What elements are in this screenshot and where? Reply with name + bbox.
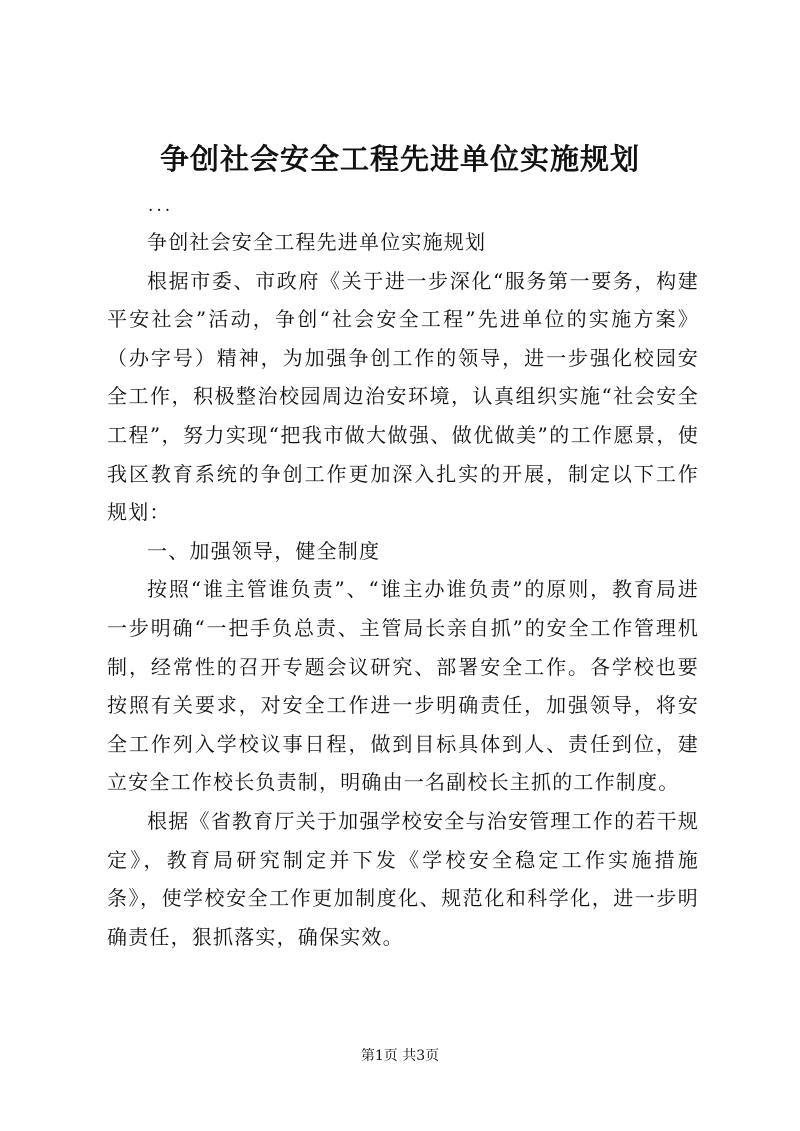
section-heading: 一、加强领导，健全制度 (147, 538, 381, 563)
paragraph-section-2: 根据《省教育厅关于加强学校安全与治安管理工作的若干规定》，教育局研究制定并下发《学校安全稳定工作实施措施条》，使学校安全工作更加制度化、规范化和科学化，进一步明确责任，狠抓落实，确保实效。 (107, 808, 699, 949)
ellipsis-marker: ... (148, 196, 174, 216)
paragraph-section-1: 按照“谁主管谁负责”、“谁主办谁负责”的原则，教育局进一步明确“一把手负总责、主管局长亲自抓”的安全工作管理机制，经常性的召开专题会议研究、部署安全工作。各学校也要按照有关要求，对安全工作进一步明确责任，加强领导，将安全工作列入学校议事日程，做到目标具体到人、责任到位，建立安全工作校长负责制，明确由一名副校长主抓的工作制度。 (107, 577, 699, 795)
paragraph-subtitle: 争创社会安全工程先进单位实施规划 (147, 230, 487, 254)
document-body (107, 223, 699, 956)
page-footer: 第1页 共3页 (360, 1048, 440, 1064)
document-title: 争创社会安全工程先进单位实施规划 (159, 142, 640, 176)
paragraph-intro: 根据市委、市政府《关于进一步深化“服务第一要务，构建平安社会”活动，争创“社会安全工程”先进单位的实施方案》（办字号）精神，为加强争创工作的领导，进一步强化校园安全工作，积极整治校园周边治安环境，认真组织实施“社会安全工程”，努力实现“把我市做大做强、做优做美”的工作愿景，使我区教育系统的争创工作更加深入扎实的开展，制定以下工作规划： (107, 268, 699, 525)
